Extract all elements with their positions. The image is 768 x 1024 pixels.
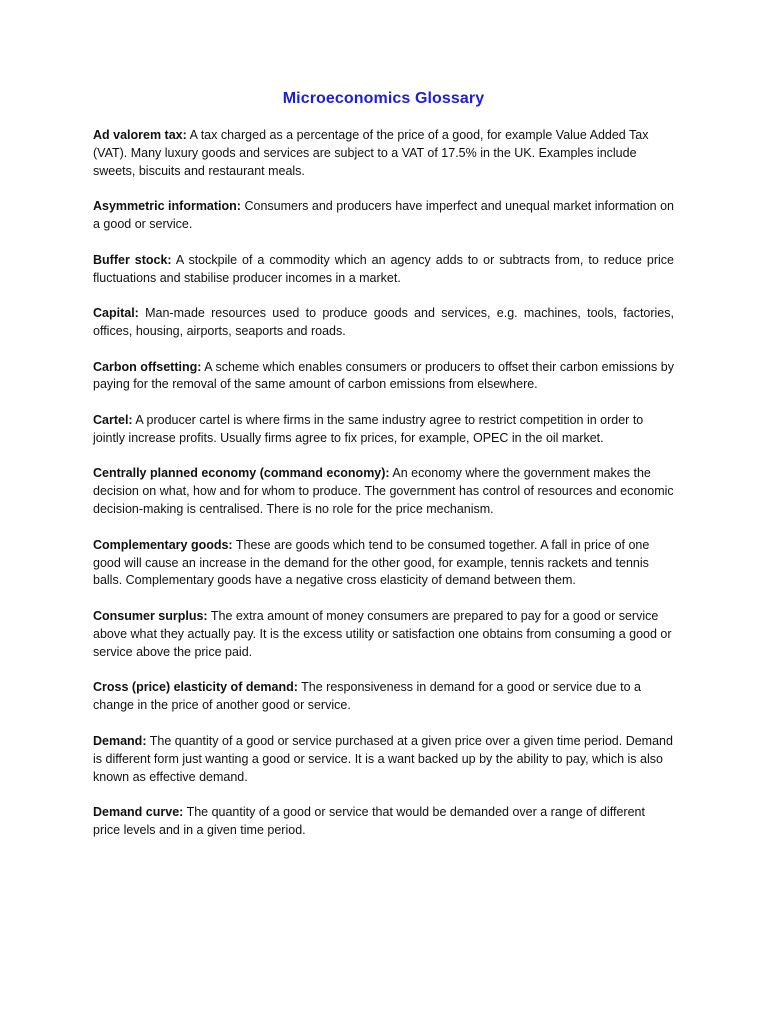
glossary-entry (93, 733, 674, 787)
glossary-term: Carbon offsetting: (93, 359, 202, 374)
glossary-definition: The quantity of a good or service that would be demanded over a range of different price levels and in a given time period. (93, 805, 645, 837)
glossary-definition: The extra amount of money consumers are prepared to pay for a good or service above what they actually pay. It is the excess utility or satisfaction one obtains from consuming a good or service above the price paid. (93, 608, 672, 659)
glossary-term: Consumer surplus: (93, 608, 208, 623)
glossary-entry (93, 359, 674, 395)
glossary-entry (93, 412, 674, 448)
glossary-entry (93, 252, 674, 288)
glossary-term: Centrally planned economy (command economy): (93, 466, 390, 481)
glossary-definition: Consumers and producers have imperfect and unequal market information on a good or service. (93, 199, 674, 232)
glossary-entry (93, 465, 674, 519)
glossary-term: Capital: (93, 306, 139, 321)
glossary-term: Demand curve: (93, 805, 184, 819)
glossary-definition: An economy where the government makes the decision on what, how and for whom to produce. The government has control of resources and economic decision-making is centralised. There is no role for the price mechanism. (93, 466, 674, 517)
glossary-entry (93, 537, 674, 591)
glossary-definition: These are goods which tend to be consumed together. A fall in price of one good will cause an increase in the demand for the other good, for example, tennis rackets and tennis balls. Complementary goods have a negative cross elasticity of demand between them. (93, 537, 650, 588)
glossary-entry (93, 804, 674, 840)
glossary-term: Cross (price) elasticity of demand: (93, 680, 298, 695)
glossary-term: Demand: (93, 733, 147, 748)
glossary-entry (93, 305, 674, 341)
glossary-term: Asymmetric information: (93, 199, 241, 214)
glossary-term: Complementary goods: (93, 537, 233, 552)
glossary-definition: The quantity of a good or service purchased at a given price over a given time period. Demand is different form just wanting a good or service. It is a want backed up by the ability to pay, which is also known as effective demand. (93, 733, 673, 784)
glossary-definition: A producer cartel is where firms in the same industry agree to restrict competition in order to jointly increase profits. Usually firms agree to fix prices, for example, OPEC in the oil market. (93, 412, 644, 445)
glossary-term: Ad valorem tax: (93, 128, 187, 142)
glossary-entry (93, 198, 674, 234)
glossary-definition: A tax charged as a percentage of the price of a good, for example Value Added Tax (VAT). Many luxury goods and services are subject to a VAT of 17.5% in the UK. Examples include sweets, biscuits and restaurant meals. (93, 128, 649, 178)
glossary-term: Buffer stock: (93, 252, 172, 267)
glossary-definition: A stockpile of a commodity which an agency adds to or subtracts from, to reduce price fluctuations and stabilise producer incomes in a market. (93, 252, 674, 285)
glossary-term: Cartel: (93, 412, 133, 427)
glossary-entry (93, 608, 674, 662)
glossary-definition: Man-made resources used to produce goods and services, e.g. machines, tools, factories, offices, housing, airports, seaports and roads. (93, 306, 674, 339)
glossary-definition: A scheme which enables consumers or producers to offset their carbon emissions by paying for the removal of the same amount of carbon emissions from elsewhere. (93, 359, 674, 392)
glossary-page (93, 88, 674, 857)
document-title: Microeconomics Glossary (282, 90, 485, 107)
glossary-definition: The responsiveness in demand for a good or service due to a change in the price of another good or service. (93, 680, 641, 713)
glossary-entry (93, 679, 674, 715)
glossary-entry (93, 127, 674, 181)
